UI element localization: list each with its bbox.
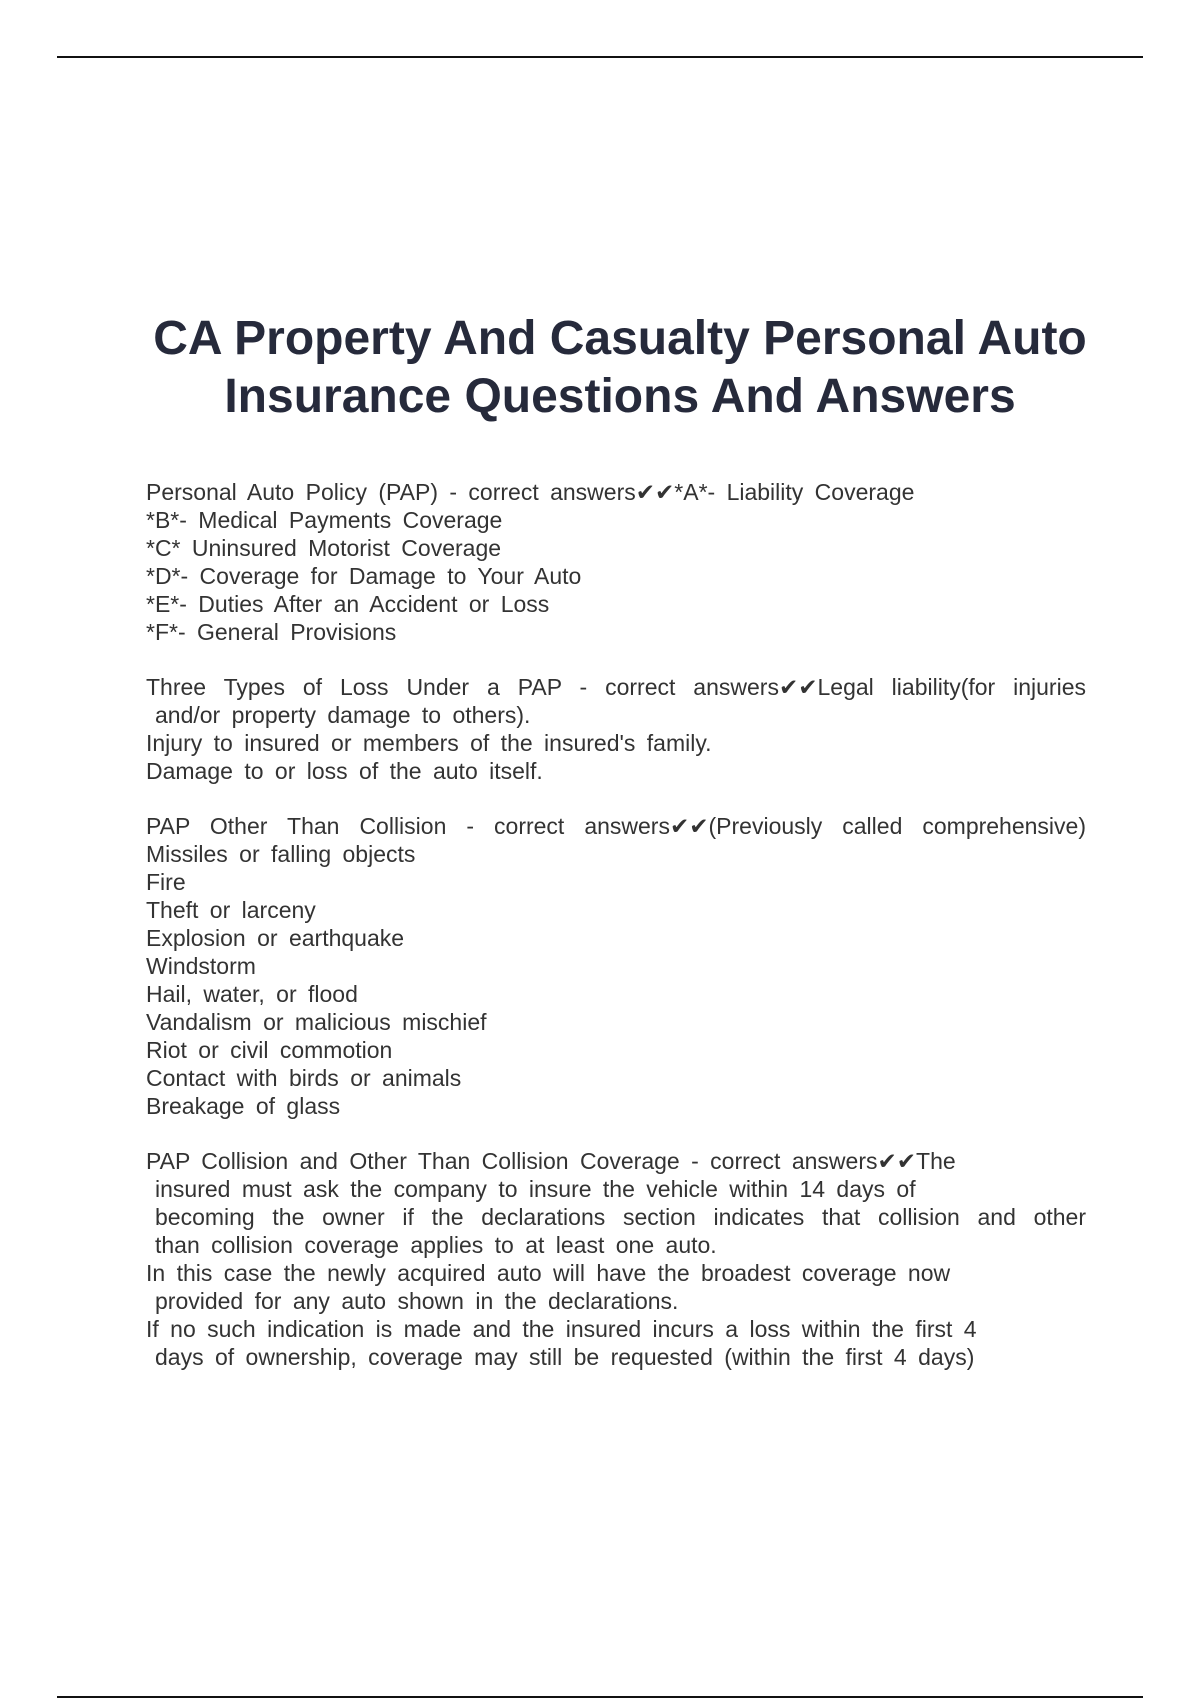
qa-line: Contact with birds or animals — [146, 1065, 462, 1091]
qa-line: Explosion or earthquake — [146, 925, 405, 951]
bottom-rule — [57, 1696, 1143, 1698]
qa-line: Riot or civil commotion — [146, 1037, 393, 1063]
qa-line: than collision coverage applies to at least one auto. — [155, 1232, 717, 1258]
qa-line: *E*- Duties After an Accident or Loss — [146, 591, 550, 617]
qa-line: provided for any auto shown in the declarations. — [155, 1288, 679, 1314]
qa-block — [146, 1147, 1086, 1371]
qa-line: In this case the newly acquired auto will have the broadest coverage now — [146, 1260, 951, 1286]
qa-line: *F*- General Provisions — [146, 619, 397, 645]
qa-line: *B*- Medical Payments Coverage — [146, 507, 503, 533]
qa-line: Three Types of Loss Under a PAP - correct answers✔✔Legal liability(for injuries — [146, 674, 1086, 700]
qa-line: Hail, water, or flood — [146, 981, 358, 1007]
qa-block — [146, 812, 1086, 1120]
qa-line: Theft or larceny — [146, 897, 316, 923]
qa-line: Damage to or loss of the auto itself. — [146, 758, 543, 784]
qa-line: becoming the owner if the declarations section indicates that collision and other — [155, 1204, 1086, 1230]
qa-line: Breakage of glass — [146, 1093, 341, 1119]
qa-line: *D*- Coverage for Damage to Your Auto — [146, 563, 582, 589]
qa-block — [146, 673, 1086, 785]
qa-block — [146, 478, 1086, 646]
qa-line: and/or property damage to others). — [155, 702, 531, 728]
qa-line: days of ownership, coverage may still be requested (within the first 4 days) — [155, 1344, 975, 1370]
qa-line: PAP Collision and Other Than Collision Coverage - correct answers✔✔The — [146, 1148, 956, 1174]
qa-line: Windstorm — [146, 953, 256, 979]
document-title — [100, 310, 1140, 426]
qa-line: Injury to insured or members of the insured's family. — [146, 730, 712, 756]
qa-line: Fire — [146, 869, 186, 895]
top-rule — [57, 56, 1143, 58]
qa-line: Personal Auto Policy (PAP) - correct answers✔✔*A*- Liability Coverage — [146, 479, 915, 505]
qa-content — [146, 478, 1086, 1398]
qa-line: PAP Other Than Collision - correct answers✔✔(Previously called comprehensive) — [146, 813, 1086, 839]
qa-line: *C* Uninsured Motorist Coverage — [146, 535, 502, 561]
qa-line: Vandalism or malicious mischief — [146, 1009, 487, 1035]
qa-line: insured must ask the company to insure the vehicle within 14 days of — [155, 1176, 916, 1202]
title-line-1: CA Property And Casualty Personal Auto — [153, 312, 1087, 365]
qa-line: Missiles or falling objects — [146, 841, 416, 867]
title-line-2: Insurance Questions And Answers — [224, 370, 1016, 423]
qa-line: If no such indication is made and the insured incurs a loss within the first 4 — [146, 1316, 977, 1342]
